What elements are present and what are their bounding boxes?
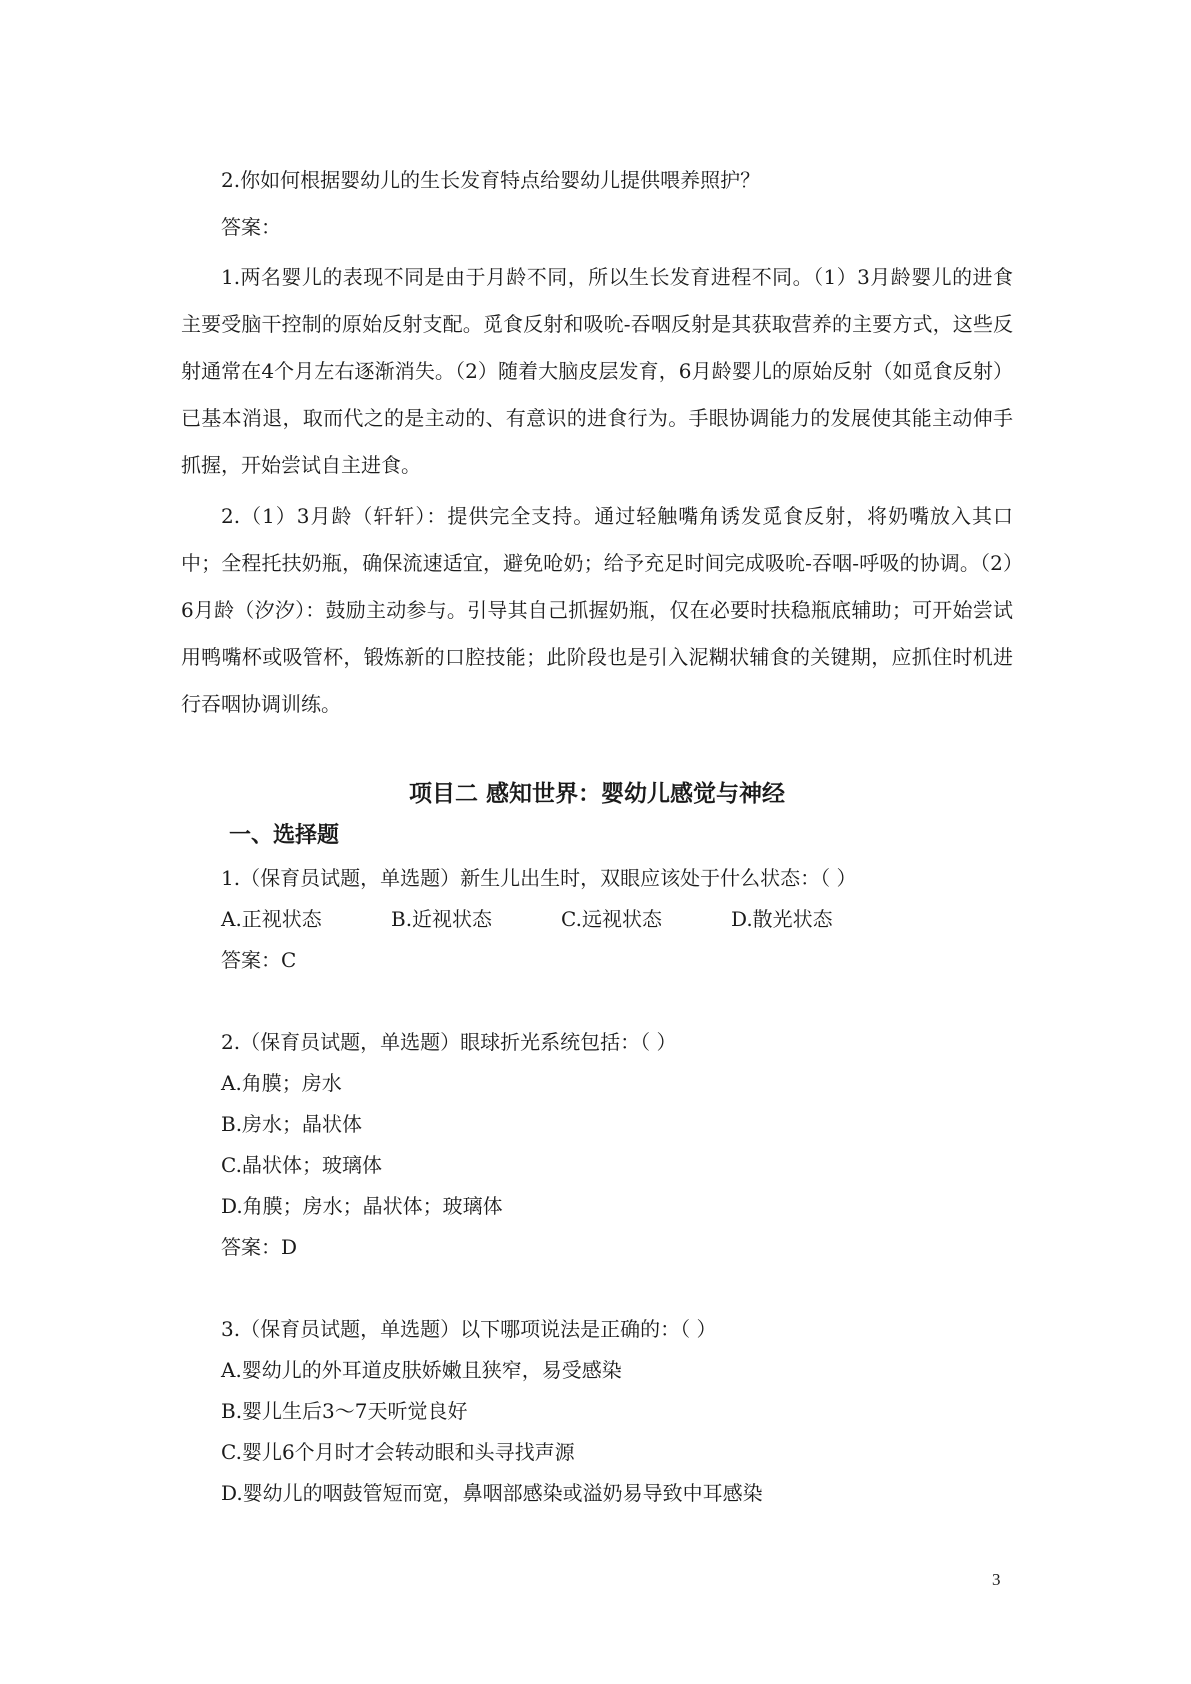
question-1-options [181, 899, 1013, 940]
answer-paragraph-2: 2.（1）3月龄（轩轩）：提供完全支持。通过轻触嘴角诱发觅食反射，将奶嘴放入其口中；全程托扶奶瓶，确保流速适宜，避免呛奶；给予充足时间完成吸吮-吞咽-呼吸的协调。（2）6月龄（汐汐）：鼓励主动参与。引导其自己抓握奶瓶，仅在必要时扶稳瓶底辅助；可开始尝试用鸭嘴杯或吸管杯，锻炼新的口腔技能；此阶段也是引入泥糊状辅食的关键期，应抓住时机进行吞咽协调训练。 [181, 504, 1013, 716]
question-2-option-c: C.晶状体；玻璃体 [221, 1153, 382, 1177]
question-1-answer: 答案：C [221, 948, 297, 972]
question-3-stem: 3.（保育员试题，单选题）以下哪项说法是正确的：（ ） [221, 1317, 717, 1341]
question-2-option-b: B.房水；晶状体 [221, 1112, 363, 1136]
project-title: 项目二 感知世界：婴幼儿感觉与神经 [408, 781, 785, 807]
question-1-stem: 1.（保育员试题，单选题）新生儿出生时，双眼应该处于什么状态：（ ） [221, 866, 857, 890]
case-question-2: 2.你如何根据婴幼儿的生长发育特点给婴幼儿提供喂养照护？ [221, 168, 761, 192]
question-2-option-a: A.角膜；房水 [221, 1071, 342, 1095]
question-3-option-d: D.婴幼儿的咽鼓管短而宽，鼻咽部感染或溢奶易导致中耳感染 [221, 1481, 763, 1505]
question-2-answer: 答案：D [221, 1235, 298, 1259]
page-number: 3 [992, 1570, 1001, 1589]
question-2-stem: 2.（保育员试题，单选题）眼球折光系统包括：（ ） [221, 1030, 677, 1054]
question-3-option-c: C.婴儿6个月时才会转动眼和头寻找声源 [221, 1440, 575, 1464]
question-1-option-b: B.近视状态 [391, 907, 493, 931]
question-1-option-c: C.远视状态 [561, 907, 662, 931]
question-3-option-b: B.婴儿生后3～7天听觉良好 [221, 1399, 468, 1423]
question-1-option-a: A.正视状态 [221, 907, 322, 931]
question-2-option-d: D.角膜；房水；晶状体；玻璃体 [221, 1194, 503, 1218]
answer-paragraph-1: 1.两名婴儿的表现不同是由于月龄不同，所以生长发育进程不同。（1）3月龄婴儿的进食主要受脑干控制的原始反射支配。觅食反射和吸吮-吞咽反射是其获取营养的主要方式，这些反射通常在4个月左右逐渐消失。（2）随着大脑皮层发育，6月龄婴儿的原始反射（如觅食反射）已基本消退，取而代之的是主动的、有意识的进食行为。手眼协调能力的发展使其能主动伸手抓握，开始尝试自主进食。 [181, 265, 1013, 477]
answer-label: 答案： [221, 215, 281, 239]
question-1-option-d: D.散光状态 [731, 907, 833, 931]
question-3-option-a: A.婴幼儿的外耳道皮肤娇嫩且狭窄，易受感染 [221, 1358, 622, 1382]
page-content [181, 160, 1013, 1514]
section-title: 一、选择题 [229, 823, 340, 848]
